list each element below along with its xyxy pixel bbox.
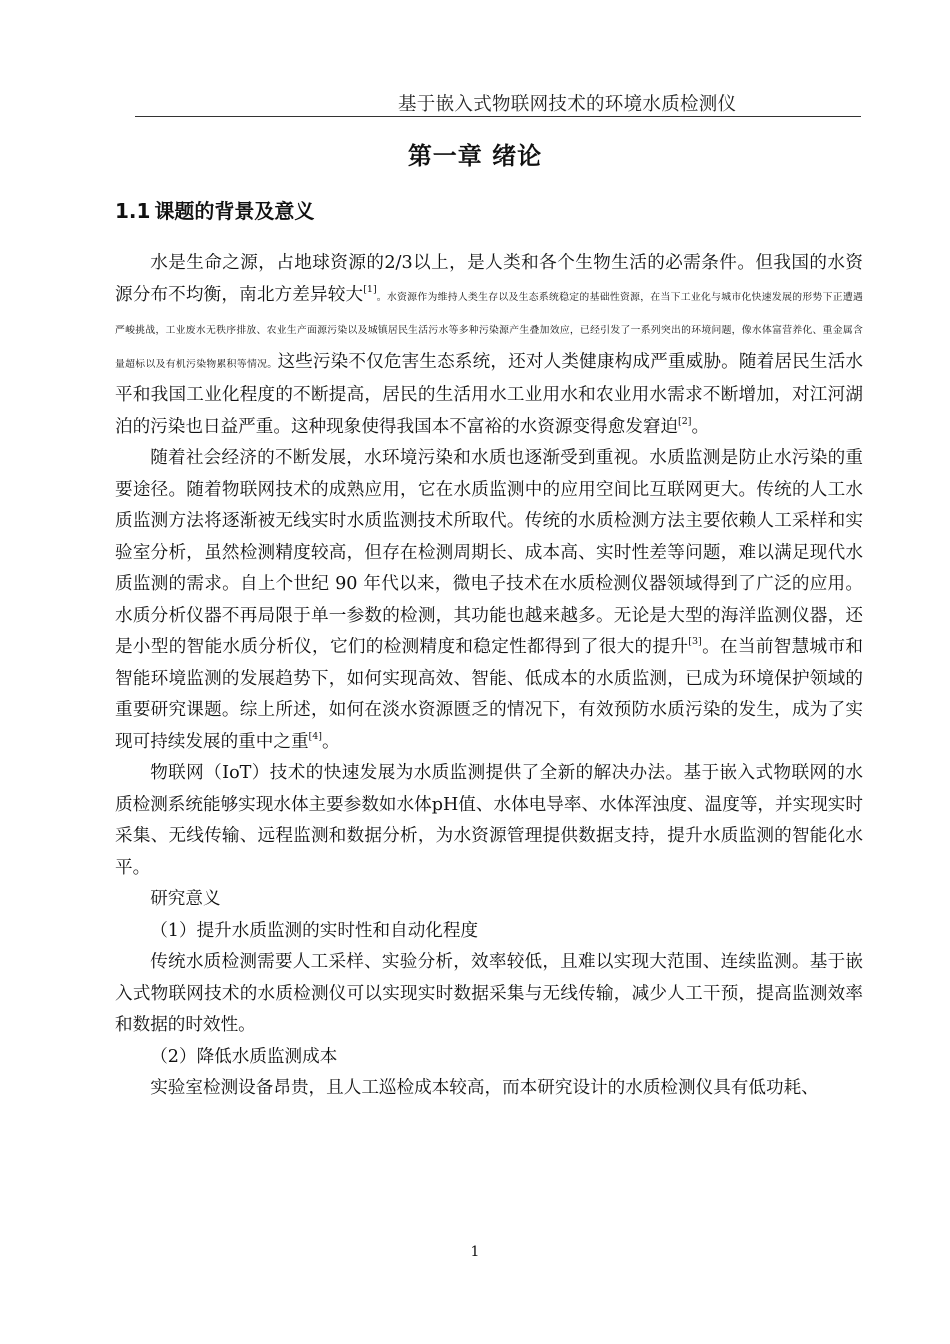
running-title: 基于嵌入式物联网技术的环境水质检测仪 [398, 94, 737, 115]
p1-text-c: 。 [691, 416, 710, 437]
p2-text-a: 随着社会经济的不断发展，水环境污染和水质也逐渐受到重视。水质监测是防止水污染的重要途径。随着物联网技术的成熟应用，它在水质监测中的应用空间比互联网更大。传统的人工水质监测方法将逐渐被无线实时水质监测技术所取代。传统的水质检测方法主要依赖人工采样和实验室分析，虽然检测精度较高，但存在检测周期长、成本高、实时性差等问题，难以满足现代水质监测的需求。自上个世纪 90 年代以来，微电子技术在水质检测仪器领域得到了广泛的应用。水质分析仪器不再局限于单一参数的检测，其功能也越来越多。无论是大型的海洋监测仪器，还是小型的智能水质分析仪，它们的检测精度和稳定性都得到了很大的提升 [115, 448, 863, 657]
body-text [115, 248, 863, 1105]
item-2-heading: （2）降低水质监测成本 [150, 1046, 338, 1067]
citation-2: [2] [678, 415, 692, 427]
p2-text-c: 。 [322, 731, 340, 752]
section-number: 1.1 [115, 199, 151, 223]
paragraph-iot: 物联网（IoT）技术的快速发展为水质监测提供了全新的解决办法。基于嵌入式物联网的水质检测系统能够实现水体主要参数如水体pH值、水体电导率、水体浑浊度、温度等，并实现实时采集、无线传输、远程监测和数据分析，为水资源管理提供数据支持，提升水质监测的智能化水平。 [115, 763, 863, 878]
significance-heading: 研究意义 [150, 889, 221, 909]
section-title-text: 课题的背景及意义 [154, 199, 315, 223]
page-header [0, 88, 950, 118]
p1-text-b: 这些污染不仅危害生态系统，还对人类健康构成严重威胁。随着居民生活水平和我国工业化程度的不断提高，居民的生活用水工业用水和农业用水需求不断增加，对江河湖泊的污染也日益严重。这种现象使得我国本不富裕的水资源变得愈发窘迫 [115, 351, 863, 437]
chapter-title: 第一章 绪论 [407, 142, 543, 170]
page-number: 1 [470, 1244, 480, 1260]
citation-1: [1] [363, 283, 377, 295]
paragraph-development [115, 443, 863, 758]
citation-3: [3] [688, 636, 702, 647]
section-title [115, 195, 314, 224]
header-rule [135, 116, 861, 117]
paragraph-background [115, 248, 863, 443]
item-1-heading: （1）提升水质监测的实时性和自动化程度 [150, 920, 479, 941]
p1-small-print: 。水资源作为维持人类生存以及生态系统稳定的基础性资源，在当下工业化与城市化快速发展的形势下正遭遇严峻挑战，工业废水无秩序排放、农业生产面源污染以及城镇居民生活污水等多种污染源产生叠加效应，已经引发了一系列突出的环境问题，像水体富营养化、重金属含量超标以及有机污染物累积等情况。 [115, 291, 863, 370]
item-1-body: 传统水质检测需要人工采样、实验分析，效率较低，且难以实现大范围、连续监测。基于嵌入式物联网技术的水质检测仪可以实现实时数据采集与无线传输，减少人工干预，提高监测效率和数据的时效性。 [115, 952, 863, 1035]
p1-text-a: 水是生命之源，占地球资源的2/3以上，是人类和各个生物生活的必需条件。但我国的水资源分布不均衡，南北方差异较大 [115, 253, 863, 305]
p2-text-b: 。在当前智慧城市和智能环境监测的发展趋势下，如何实现高效、智能、低成本的水质监测，已成为环境保护领域的重要研究课题。综上所述，如何在淡水资源匮乏的情况下，有效预防水质污染的发生，成为了实现可持续发展的重中之重 [115, 637, 863, 752]
citation-4: [4] [308, 730, 323, 742]
item-2-body: 实验室检测设备昂贵，且人工巡检成本较高，而本研究设计的水质检测仪具有低功耗、 [150, 1078, 819, 1098]
